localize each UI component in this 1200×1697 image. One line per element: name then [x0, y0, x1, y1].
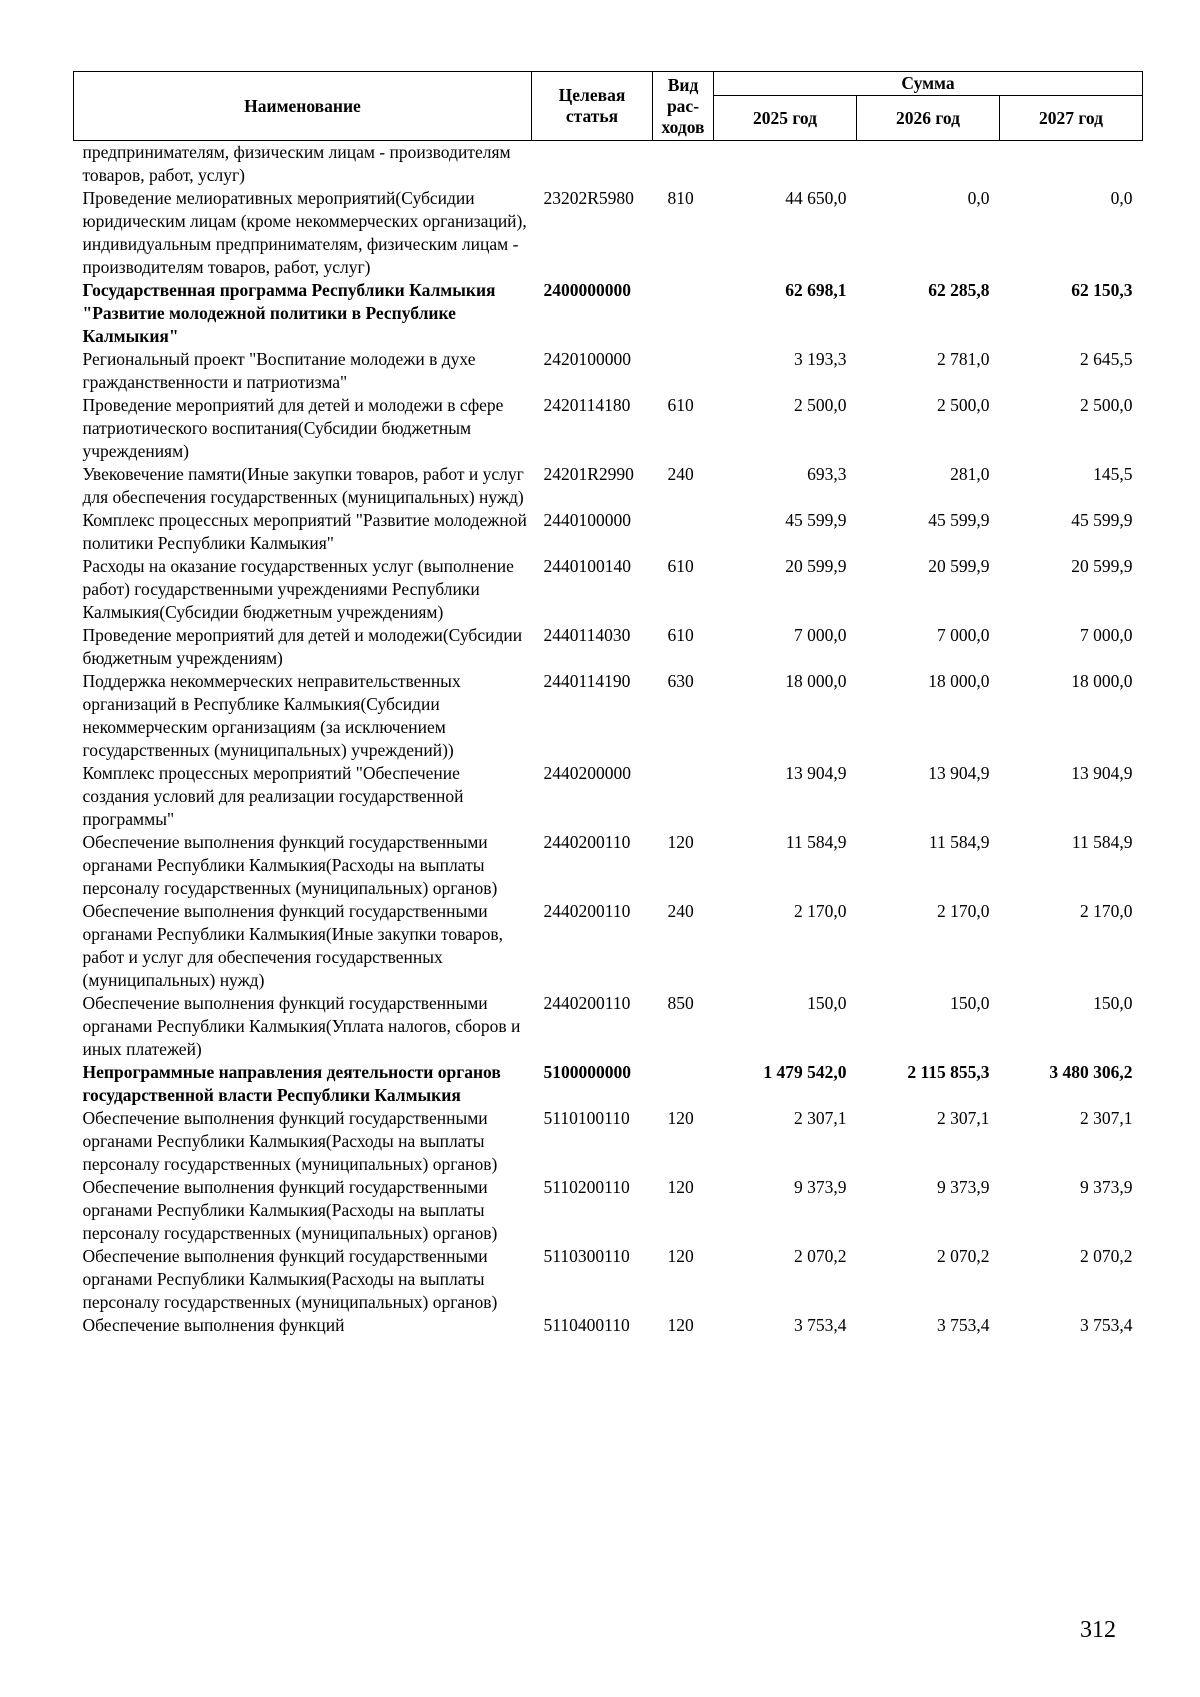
- row-sum-2025: 9 373,9: [794, 1177, 847, 1197]
- row-target-article: 24201R2990: [543, 464, 634, 484]
- row-sum-2026: 0,0: [967, 188, 990, 208]
- row-expense-type: 240: [667, 464, 694, 484]
- row-target-article: [532, 141, 653, 188]
- table-row: [74, 1245, 1143, 1314]
- row-sum-2027: 2 307,1: [1080, 1108, 1133, 1128]
- row-target-article: 5110300110: [543, 1246, 630, 1266]
- row-name: Комплекс процессных мероприятий "Развитие молодежной политики Республики Калмыкия": [82, 510, 527, 553]
- table-row: [74, 141, 1143, 188]
- row-sum-2027: 3 480 306,2: [1049, 1062, 1133, 1082]
- table-row: [74, 509, 1143, 555]
- row-sum-2026: 150,0: [950, 993, 990, 1013]
- row-sum-2026: 2 307,1: [937, 1108, 990, 1128]
- row-target-article: 2400000000: [543, 280, 631, 300]
- row-expense-type: 810: [667, 188, 694, 208]
- row-name: предпринимателям, физическим лицам - производителям товаров, работ, услуг): [82, 142, 511, 185]
- row-sum-2026: 2 115 855,3: [907, 1062, 990, 1082]
- row-target-article: 2440100140: [543, 556, 631, 576]
- table-row: [74, 187, 1143, 279]
- row-sum-2026: 2 170,0: [937, 901, 990, 921]
- header-expense-type: Вид рас- ходов: [653, 72, 714, 141]
- table-row: [74, 463, 1143, 509]
- row-target-article: 5110200110: [543, 1177, 630, 1197]
- table-row: [74, 624, 1143, 670]
- row-expense-type: 850: [667, 993, 694, 1013]
- row-target-article: 2440200110: [543, 993, 631, 1013]
- row-expense-type: 120: [667, 1246, 694, 1266]
- row-sum-2026: 62 285,8: [928, 280, 990, 300]
- row-sum-2025: [714, 141, 857, 188]
- row-sum-2025: 11 584,9: [785, 832, 847, 852]
- row-expense-type: [653, 348, 714, 394]
- row-expense-type: 120: [667, 1315, 694, 1335]
- header-year-2026: 2026 год: [857, 96, 1000, 141]
- row-sum-2025: 2 070,2: [794, 1246, 847, 1266]
- budget-table: [73, 71, 1143, 1337]
- row-expense-type: 120: [667, 1108, 694, 1128]
- row-expense-type: [653, 1061, 714, 1107]
- row-expense-type: [653, 141, 714, 188]
- row-sum-2027: 62 150,3: [1071, 280, 1133, 300]
- table-row: [74, 348, 1143, 394]
- row-sum-2026: 7 000,0: [937, 625, 990, 645]
- table-header: [74, 72, 1143, 141]
- row-name: Обеспечение выполнения функций государственными органами Республики Калмыкия(Расходы на выплаты персоналу государственных (муниципальных) органов): [82, 1108, 498, 1174]
- row-sum-2027: 11 584,9: [1071, 832, 1133, 852]
- row-sum-2025: 7 000,0: [794, 625, 847, 645]
- row-target-article: 5110100110: [543, 1108, 630, 1128]
- row-expense-type: [653, 279, 714, 348]
- table-row: [74, 555, 1143, 624]
- row-sum-2025: 18 000,0: [785, 671, 847, 691]
- table-row: [74, 1107, 1143, 1176]
- row-expense-type: 120: [667, 832, 694, 852]
- table-row: [74, 1176, 1143, 1245]
- row-name: Проведение мероприятий для детей и молодежи в сфере патриотического воспитания(Субсидии бюджетным учреждениям): [82, 395, 504, 461]
- table-row: [74, 394, 1143, 463]
- header-name: Наименование: [74, 72, 532, 141]
- row-expense-type: 610: [667, 556, 694, 576]
- row-sum-2026: 18 000,0: [928, 671, 990, 691]
- row-target-article: 2440100000: [543, 510, 631, 530]
- row-name: Комплекс процессных мероприятий "Обеспечение создания условий для реализации государственной программы": [82, 763, 464, 829]
- row-sum-2027: 45 599,9: [1071, 510, 1133, 530]
- row-sum-2025: 2 307,1: [794, 1108, 847, 1128]
- row-sum-2025: 20 599,9: [785, 556, 847, 576]
- row-name: Непрограммные направления деятельности органов государственной власти Республики Калмыкия: [82, 1062, 501, 1105]
- row-sum-2026: 2 781,0: [937, 349, 990, 369]
- row-sum-2027: 2 170,0: [1080, 901, 1133, 921]
- row-target-article: 5110400110: [543, 1315, 630, 1335]
- row-target-article: 2440114030: [543, 625, 631, 645]
- table-row: [74, 1314, 1143, 1337]
- table-row: [74, 900, 1143, 992]
- table-row: [74, 670, 1143, 762]
- row-sum-2027: 145,5: [1093, 464, 1133, 484]
- row-sum-2026: 9 373,9: [937, 1177, 990, 1197]
- row-sum-2026: 3 753,4: [937, 1315, 990, 1335]
- row-sum-2027: 3 753,4: [1080, 1315, 1133, 1335]
- row-sum-2026: 2 500,0: [937, 395, 990, 415]
- row-name: Проведение мероприятий для детей и молодежи(Субсидии бюджетным учреждениям): [82, 625, 523, 668]
- header-year-2027: 2027 год: [1000, 96, 1143, 141]
- row-sum-2025: 2 500,0: [794, 395, 847, 415]
- row-sum-2027: 150,0: [1093, 993, 1133, 1013]
- row-name: Увековечение памяти(Иные закупки товаров, работ и услуг для обеспечения государственных (муниципальных) нужд): [82, 464, 524, 507]
- row-expense-type: [653, 509, 714, 555]
- row-name: Обеспечение выполнения функций государственными органами Республики Калмыкия(Расходы на выплаты персоналу государственных (муниципальных) органов): [82, 832, 498, 898]
- row-target-article: 2420100000: [543, 349, 631, 369]
- row-target-article: 2440200000: [543, 763, 631, 783]
- row-sum-2027: 2 500,0: [1080, 395, 1133, 415]
- row-sum-2027: 20 599,9: [1071, 556, 1133, 576]
- row-name: Проведение мелиоративных мероприятий(Субсидии юридическим лицам (кроме некоммерческих организаций), индивидуальным предпринимателям, физическим лицам - производителям товаров, работ, услуг): [82, 188, 527, 277]
- row-sum-2025: 693,3: [807, 464, 847, 484]
- row-name: Обеспечение выполнения функций государственными органами Республики Калмыкия(Уплата налогов, сборов и иных платежей): [82, 993, 521, 1059]
- row-sum-2025: 62 698,1: [785, 280, 847, 300]
- table-row: [74, 279, 1143, 348]
- row-name: Государственная программа Республики Калмыкия "Развитие молодежной политики в Республике Калмыкия": [82, 280, 496, 346]
- row-sum-2026: 20 599,9: [928, 556, 990, 576]
- header-target-article: Целевая статья: [532, 72, 653, 141]
- row-sum-2025: 3 193,3: [794, 349, 847, 369]
- header-year-2025: 2025 год: [714, 96, 857, 141]
- row-expense-type: 240: [667, 901, 694, 921]
- row-sum-2026: [857, 141, 1000, 188]
- row-sum-2025: 1 479 542,0: [763, 1062, 847, 1082]
- row-target-article: 2440200110: [543, 832, 631, 852]
- row-expense-type: 610: [667, 395, 694, 415]
- row-expense-type: 630: [667, 671, 694, 691]
- row-name: Обеспечение выполнения функций государственными органами Республики Калмыкия(Расходы на выплаты персоналу государственных (муниципальных) органов): [82, 1177, 498, 1243]
- row-expense-type: [653, 762, 714, 831]
- header-sum: Сумма: [714, 72, 1143, 96]
- row-sum-2027: 13 904,9: [1071, 763, 1133, 783]
- row-name: Обеспечение выполнения функций государственными органами Республики Калмыкия(Иные закупки товаров, работ и услуг для обеспечения государственных (муниципальных) нужд): [82, 901, 504, 990]
- row-name: Расходы на оказание государственных услуг (выполнение работ) государственными учреждениями Республики Калмыкия(Субсидии бюджетным учреждениям): [82, 556, 514, 622]
- row-name: Обеспечение выполнения функций: [82, 1315, 345, 1335]
- table-row: [74, 1061, 1143, 1107]
- table-row: [74, 762, 1143, 831]
- table-row: [74, 992, 1143, 1061]
- row-sum-2026: 281,0: [950, 464, 990, 484]
- row-sum-2025: 44 650,0: [785, 188, 847, 208]
- row-sum-2026: 11 584,9: [928, 832, 990, 852]
- row-sum-2027: 0,0: [1110, 188, 1133, 208]
- row-sum-2027: 18 000,0: [1071, 671, 1133, 691]
- row-target-article: 5100000000: [543, 1062, 631, 1082]
- row-expense-type: 120: [667, 1177, 694, 1197]
- row-sum-2025: 2 170,0: [794, 901, 847, 921]
- row-sum-2027: 2 070,2: [1080, 1246, 1133, 1266]
- row-sum-2026: 45 599,9: [928, 510, 990, 530]
- row-sum-2027: [1000, 141, 1143, 188]
- row-name: Региональный проект "Воспитание молодежи в духе гражданственности и патриотизма": [82, 349, 476, 392]
- row-target-article: 2440114190: [543, 671, 631, 691]
- row-sum-2026: 13 904,9: [928, 763, 990, 783]
- table-body: [74, 141, 1143, 1338]
- row-sum-2026: 2 070,2: [937, 1246, 990, 1266]
- row-sum-2027: 9 373,9: [1080, 1177, 1133, 1197]
- row-name: Обеспечение выполнения функций государственными органами Республики Калмыкия(Расходы на выплаты персоналу государственных (муниципальных) органов): [82, 1246, 498, 1312]
- row-sum-2025: 45 599,9: [785, 510, 847, 530]
- row-sum-2027: 2 645,5: [1080, 349, 1133, 369]
- row-sum-2025: 3 753,4: [794, 1315, 847, 1335]
- row-sum-2027: 7 000,0: [1080, 625, 1133, 645]
- row-sum-2025: 150,0: [807, 993, 847, 1013]
- table-row: [74, 831, 1143, 900]
- row-sum-2025: 13 904,9: [785, 763, 847, 783]
- row-name: Поддержка некоммерческих неправительственных организаций в Республике Калмыкия(Субсидии некоммерческим организациям (за исключением государственных (муниципальных) учреждений)): [82, 671, 461, 760]
- row-target-article: 2440200110: [543, 901, 631, 921]
- row-target-article: 2420114180: [543, 395, 631, 415]
- page-number: 312: [1080, 1617, 1116, 1643]
- row-expense-type: 610: [667, 625, 694, 645]
- row-target-article: 23202R5980: [543, 188, 634, 208]
